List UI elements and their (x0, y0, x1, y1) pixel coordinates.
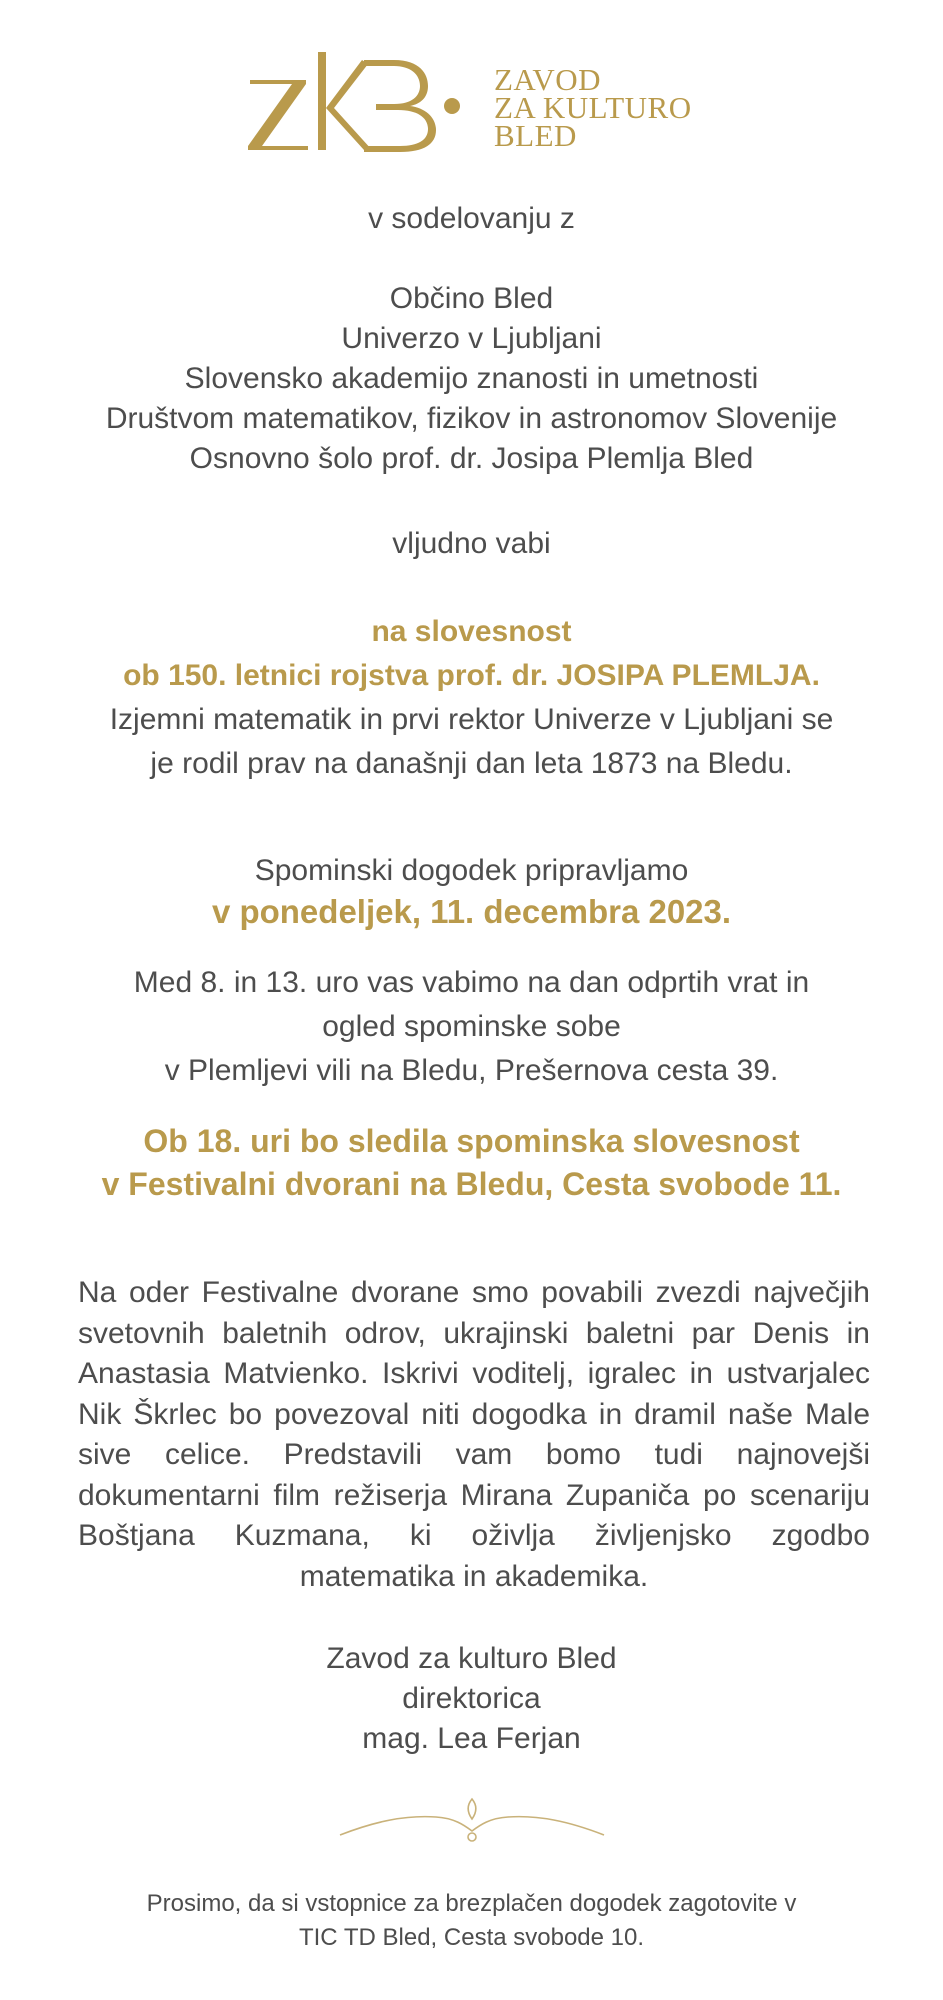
signature-org: Zavod za kulturo Bled (326, 1642, 617, 1675)
ceremony-section (60, 1120, 883, 1206)
signature-name: mag. Lea Ferjan (362, 1722, 581, 1755)
partner-item: Osnovno šolo prof. dr. Josipa Plemlja Bled (189, 442, 754, 475)
zkb-logo (244, 46, 714, 156)
partner-item: Slovensko akademijo znanosti in umetnosti (184, 362, 759, 395)
footer-line-2: TIC TD Bled, Cesta svobode 10. (298, 1924, 645, 1951)
footer-note (60, 1887, 883, 1955)
partner-list (60, 279, 883, 479)
invite-text: vljudno vabi (392, 527, 551, 560)
event-date: v ponedeljek, 11. decembra 2023. (211, 893, 732, 930)
partner-item: Občino Bled (389, 282, 554, 315)
open-day-line-2: ogled spominske sobe (322, 1010, 621, 1043)
partner-item: Društvom matematikov, fizikov in astronomov Slovenije (105, 402, 838, 435)
logo-name-line-3: BLED (494, 118, 577, 153)
ceremony-line-1: Ob 18. uri bo sledila spominska slovesnost (143, 1123, 800, 1159)
partner-item: Univerzo v Ljubljani (341, 322, 602, 355)
event-title-line-1: na slovesnost (371, 615, 572, 648)
signature-block (60, 1639, 883, 1759)
logo-name-line-1: ZAVOD (494, 62, 601, 97)
intro-text: v sodelovanju z (368, 202, 575, 235)
logo-name-line-2: ZA KULTURO (494, 90, 692, 125)
open-day-line-3: v Plemljevi vili na Bledu, Prešernova cesta 39. (164, 1054, 779, 1087)
open-day-line-1: Med 8. in 13. uro vas vabimo na dan odprtih vrat in (133, 966, 810, 999)
date-intro: Spominski dogodek pripravljamo (254, 854, 689, 887)
event-description-line-1: Izjemni matematik in prvi rektor Univerze v Ljubljani se (109, 703, 834, 736)
zkb-logo-name (494, 62, 692, 153)
footer-line-1: Prosimo, da si vstopnice za brezplačen dogodek zagotovite v (146, 1890, 797, 1917)
date-section (60, 851, 883, 933)
program-text: Na oder Festivalne dvorane smo povabili zvezdi največjih svetovnih baletnih odrov, ukrajinski baletni par Denis in Anastasia Matvienko. Iskrivi voditelj, igralec in ustvarjalec Nik Škrlec bo povezoval niti dogodka in dramil naše Male sive celice. Predstavili vam bomo tudi najnovejši dokumentarni film režiserja Mirana Zupaniča po scenariju Boštjana Kuzmana, ki oživlja življenjsko zgodbo matematika in akademika. (78, 1276, 870, 1593)
ornament-divider-icon (336, 1795, 608, 1845)
signature-role: direktorica (402, 1682, 541, 1715)
ceremony-line-2: v Festivalni dvorani na Bledu, Cesta svobode 11. (101, 1166, 842, 1202)
zkb-logo-mark (244, 46, 464, 156)
event-block (60, 612, 883, 784)
event-description-line-2: je rodil prav na današnji dan leta 1873 na Bledu. (150, 747, 793, 780)
open-day-section (60, 963, 883, 1091)
event-title-line-2: ob 150. letnici rojstva prof. dr. JOSIPA PLEMLJA. (123, 659, 820, 692)
